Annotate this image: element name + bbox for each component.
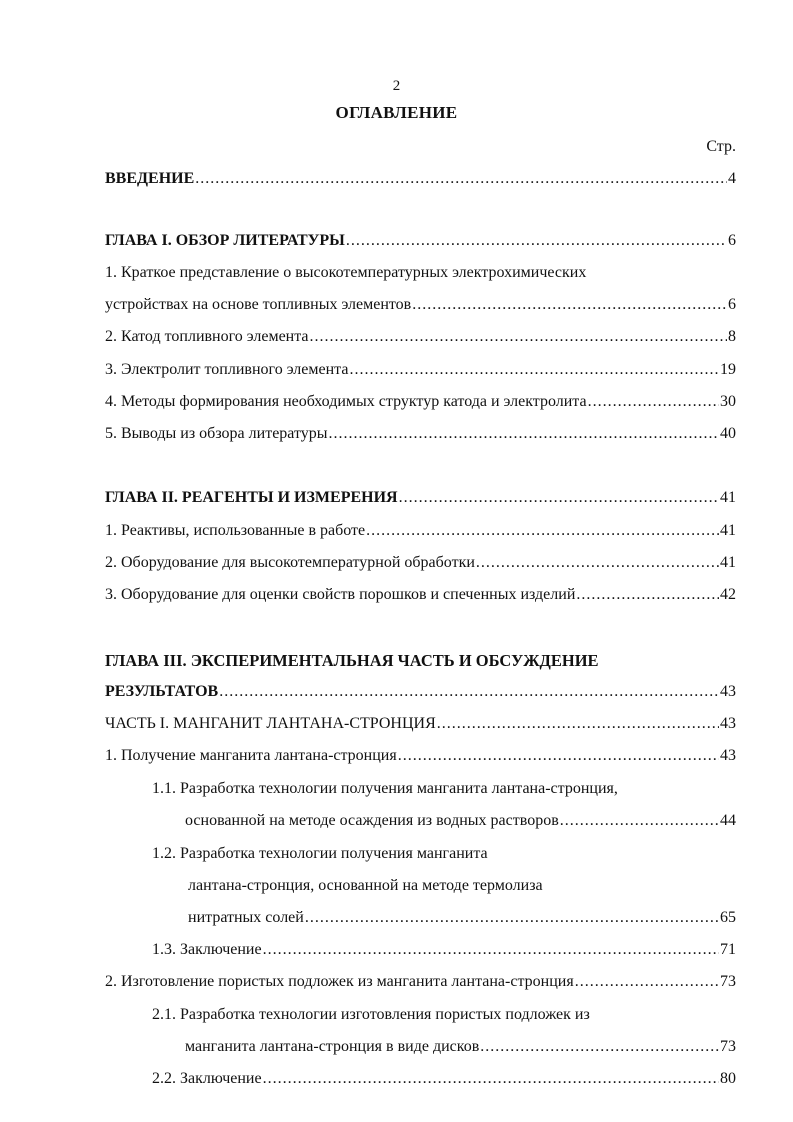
toc-entry-chapter-1[interactable] xyxy=(105,232,736,254)
toc-leader xyxy=(219,683,719,701)
toc-entry-page: 43 xyxy=(720,715,736,732)
toc-leader xyxy=(412,296,727,314)
toc-leader xyxy=(476,554,719,572)
toc-entry-page: 30 xyxy=(720,393,736,410)
toc-leader xyxy=(263,941,719,959)
toc-entry-text: РЕЗУЛЬТАТОВ xyxy=(105,683,219,700)
toc-leader xyxy=(349,361,719,379)
toc-entry-text: 4. Методы формирования необходимых структур катода и электролита xyxy=(105,393,587,410)
toc-leader xyxy=(480,1038,719,1056)
toc-entry-page: 73 xyxy=(720,973,736,990)
toc-entry-page: 73 xyxy=(720,1038,736,1055)
toc-entry-text: 1. Реактивы, использованные в работе xyxy=(105,522,366,539)
toc-entry-text: ЧАСТЬ I. МАНГАНИТ ЛАНТАНА-СТРОНЦИЯ xyxy=(105,715,436,732)
toc-leader xyxy=(329,425,719,443)
toc-entry-text: манганита лантана-стронция в виде дисков xyxy=(185,1038,480,1055)
toc-entry-p1-s11-line1[interactable]: 1.1. Разработка технологии получения манганита лантана-стронция, xyxy=(152,780,618,797)
toc-leader xyxy=(366,522,719,540)
toc-entry-page: 80 xyxy=(720,1070,736,1087)
toc-entry-ch1-s4[interactable] xyxy=(105,393,736,415)
toc-entry-p1-s12-line1[interactable]: 1.2. Разработка технологии получения манганита xyxy=(152,845,488,862)
toc-entry-p1-s21[interactable] xyxy=(185,1038,736,1060)
toc-entry-p1-s1[interactable] xyxy=(105,747,736,769)
page-column-label: Стр. xyxy=(706,138,736,155)
toc-entry-text: 2.2. Заключение xyxy=(152,1070,262,1087)
toc-entry-p1-s2[interactable] xyxy=(105,973,736,995)
toc-leader xyxy=(399,489,719,507)
toc-entry-ch2-s1[interactable] xyxy=(105,522,736,544)
toc-entry-page: 44 xyxy=(720,812,736,829)
toc-entry-text: основанной на методе осаждения из водных растворов xyxy=(185,812,559,829)
page-title: ОГЛАВЛЕНИЕ xyxy=(335,103,458,122)
toc-leader xyxy=(310,328,727,346)
toc-entry-p1-s13[interactable] xyxy=(152,941,736,963)
toc-entry-intro[interactable] xyxy=(105,170,736,192)
toc-entry-text: устройствах на основе топливных элементов xyxy=(105,296,412,313)
toc-entry-ch2-s3[interactable] xyxy=(105,586,736,608)
toc-entry-page: 65 xyxy=(720,909,736,926)
toc-entry-text: 1. Получение манганита лантана-стронция xyxy=(105,747,397,764)
toc-entry-ch2-s2[interactable] xyxy=(105,554,736,576)
toc-entry-text: 2. Оборудование для высокотемпературной обработки xyxy=(105,554,475,571)
toc-entry-text: нитратных солей xyxy=(188,909,304,926)
toc-entry-p1-s12-line2[interactable]: лантана-стронция, основанной на методе термолиза xyxy=(188,877,543,894)
toc-entry-text: ГЛАВА I. ОБЗОР ЛИТЕРАТУРЫ xyxy=(105,232,345,249)
toc-entry-page: 40 xyxy=(720,425,736,442)
toc-entry-text: 2. Катод топливного элемента xyxy=(105,328,309,345)
toc-leader xyxy=(560,812,719,830)
toc-entry-page: 42 xyxy=(720,586,736,603)
toc-leader xyxy=(346,232,727,250)
toc-leader xyxy=(576,586,719,604)
toc-entry-text: 3. Электролит топливного элемента xyxy=(105,361,349,378)
toc-leader xyxy=(263,1070,719,1088)
toc-entry-page: 6 xyxy=(728,296,736,313)
toc-leader xyxy=(437,715,719,733)
toc-entry-page: 41 xyxy=(720,489,736,506)
toc-entry-ch1-s1-line1[interactable]: 1. Краткое представление о высокотемпературных электрохимических xyxy=(105,264,587,281)
toc-entry-text: 2. Изготовление пористых подложек из манганита лантана-стронция xyxy=(105,973,574,990)
toc-entry-chapter-3-line1[interactable]: ГЛАВА III. ЭКСПЕРИМЕНТАЛЬНАЯ ЧАСТЬ И ОБСУЖДЕНИЕ xyxy=(105,651,599,670)
toc-entry-ch1-s1[interactable] xyxy=(105,296,736,318)
toc-entry-page: 43 xyxy=(720,683,736,700)
toc-entry-p1-s11[interactable] xyxy=(185,812,736,834)
toc-entry-text: ВВЕДЕНИЕ xyxy=(105,170,195,187)
toc-entry-p1-s22[interactable] xyxy=(152,1070,736,1092)
toc-entry-page: 19 xyxy=(720,361,736,378)
toc-entry-ch1-s5[interactable] xyxy=(105,425,736,447)
toc-entry-page: 6 xyxy=(728,232,736,249)
toc-entry-text: 3. Оборудование для оценки свойств порошков и спеченных изделий xyxy=(105,586,576,603)
toc-entry-page: 43 xyxy=(720,747,736,764)
toc-entry-page: 8 xyxy=(728,328,736,345)
toc-entry-page: 71 xyxy=(720,941,736,958)
toc-entry-chapter-3[interactable] xyxy=(105,683,736,705)
toc-entry-chapter-2[interactable] xyxy=(105,489,736,511)
toc-entry-p1-s12[interactable] xyxy=(188,909,736,931)
toc-leader xyxy=(305,909,719,927)
toc-entry-ch1-s2[interactable] xyxy=(105,328,736,350)
toc-leader xyxy=(588,393,719,411)
toc-leader xyxy=(195,170,727,188)
toc-entry-page: 4 xyxy=(728,170,736,187)
toc-entry-text: 5. Выводы из обзора литературы xyxy=(105,425,328,442)
toc-entry-p1-s21-line1[interactable]: 2.1. Разработка технологии изготовления пористых подложек из xyxy=(152,1006,590,1023)
toc-entry-text: ГЛАВА II. РЕАГЕНТЫ И ИЗМЕРЕНИЯ xyxy=(105,489,398,506)
toc-leader xyxy=(575,973,719,991)
toc-entry-part-1[interactable] xyxy=(105,715,736,737)
toc-entry-page: 41 xyxy=(720,554,736,571)
toc-entry-text: 1.3. Заключение xyxy=(152,941,262,958)
toc-leader xyxy=(398,747,719,765)
page-number: 2 xyxy=(392,78,401,94)
toc-entry-ch1-s3[interactable] xyxy=(105,361,736,383)
toc-entry-page: 41 xyxy=(720,522,736,539)
